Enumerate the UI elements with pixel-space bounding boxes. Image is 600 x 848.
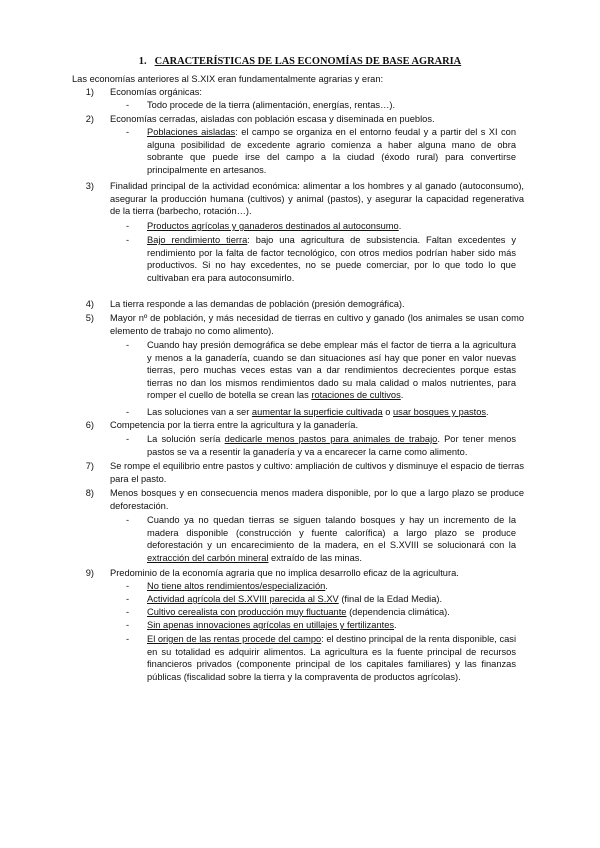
- underlined-phrase: extracción del carbón mineral: [147, 552, 269, 563]
- item-number: 8): [85, 488, 94, 498]
- sub-item-rest: .: [325, 581, 328, 591]
- sub-item-pre: Cuando hay presión demográfica se debe emplear más el factor de tierra a la agricultura y menos a la ganadería, cuando se dan situaciones así hay que poner en valor nuevas tierras, pero muchas veces estas van a dar rendimientos decrecientes porque estas tierras no dan los mismos rendimientos dado su mala calidad o malos nutrientes, para romper el cuello de botella se crean las: [147, 340, 516, 401]
- sub-item-text: [147, 339, 516, 402]
- item-text: Finalidad principal de la actividad económica: alimentar a los hombres y al ganado (autoconsumo), asegurar la producción humana (cultivos) y animal (pastos), y asegurar la capacidad regenerativa de la tierra (barbecho, rotación…).: [110, 181, 524, 217]
- dash-bullet: -: [126, 581, 130, 591]
- dash-bullet: -: [126, 221, 130, 231]
- item-text: La tierra responde a las demandas de población (presión demográfica).: [110, 299, 405, 309]
- sub-item-text: [147, 633, 516, 683]
- underlined-phrase: Sin apenas innovaciones agrícolas en utillajes y fertilizantes: [147, 620, 395, 630]
- item-number: 5): [85, 313, 94, 323]
- sub-item-rest: extraído de las minas.: [268, 552, 362, 563]
- sub-item-rest: (dependencia climática).: [346, 607, 450, 617]
- item-text: Competencia por la tierra entre la agricultura y la ganadería.: [110, 420, 359, 430]
- sub-item-text: [147, 220, 516, 233]
- sub-item-rest: : el destino principal de la renta disponible, casi en su totalidad es adquirir alimentos. La agricultura es la fuente principal de recursos financieros privados (componente principal de los capitales familiares) y las finanzas públicas (fiscalidad sobre la tierra y la compraventa de productos agrícolas).: [147, 634, 517, 682]
- item-text: Menos bosques y en consecuencia menos madera disponible, por lo que a largo plazo se produce deforestación.: [110, 488, 524, 511]
- sub-item-mid: o: [382, 407, 394, 417]
- dash-bullet: -: [126, 127, 130, 137]
- underlined-phrase: dedicarle menos pastos para animales de trabajo: [224, 434, 438, 444]
- dash-bullet: -: [126, 100, 130, 110]
- underlined-phrase: usar bosques y pastos: [393, 407, 487, 417]
- sub-item-pre: Las soluciones van a ser: [147, 407, 252, 417]
- sub-item-text: Todo procede de la tierra (alimentación, energías, rentas…).: [147, 100, 396, 110]
- dash-bullet: -: [126, 407, 130, 417]
- underlined-phrase: Poblaciones aisladas: [147, 127, 236, 137]
- underlined-phrase: aumentar la superficie cultivada: [251, 407, 383, 417]
- sub-item-rest: . Por tener menos pastos se va a resentir la ganadería y va a encarecer la carne como alimento.: [147, 434, 516, 457]
- sub-item-text: [147, 514, 516, 564]
- sub-item-text: [147, 619, 516, 632]
- sub-item-rest: .: [398, 221, 402, 231]
- dash-bullet: -: [126, 607, 130, 617]
- sub-item-text: [147, 406, 516, 419]
- sub-item-text: [147, 606, 516, 619]
- underlined-phrase: Cultivo cerealista con producción muy fluctuante: [147, 607, 347, 617]
- item-text: Predominio de la economía agraria que no implica desarrollo eficaz de la agricultura.: [110, 568, 459, 578]
- section-title-text: CARACTERÍSTICAS DE LAS ECONOMÍAS DE BASE AGRARIA: [154, 56, 462, 67]
- item-text: Economías orgánicas:: [110, 87, 202, 97]
- item-number: 6): [85, 420, 94, 430]
- sub-item-text: [147, 234, 516, 284]
- dash-bullet: -: [126, 620, 130, 630]
- dash-bullet: -: [126, 634, 130, 644]
- sub-item-pre: Cuando ya no quedan tierras se siguen talando bosques y hay un incremento de la madera disponible (construcción y fuente calorífica) a largo plazo se produce deforestación y un encarecimiento de la madera, en el S.XVIII se solucionará con la: [147, 515, 516, 551]
- item-number: 2): [85, 114, 94, 124]
- sub-item-rest: .: [486, 407, 489, 417]
- underlined-phrase: rotaciones de cultivos: [311, 390, 401, 401]
- underlined-phrase: El origen de las rentas procede del campo: [147, 634, 322, 644]
- dash-bullet: -: [126, 235, 130, 245]
- sub-item-rest: : el campo se organiza en el entorno feudal y a partir del s XI con alguna posibilidad de excedente agrario comienza a haber alguna mano de obra sobrante que puede irse del campo a la ciudad (éxodo rural) para convertirse principalmente en artesanos.: [147, 127, 516, 175]
- sub-item-rest: .: [400, 390, 404, 401]
- item-number: 1): [85, 87, 94, 97]
- underlined-phrase: Actividad agrícola del S.XVIII parecida al S.XV: [147, 594, 339, 604]
- sub-item-pre: La solución sería: [147, 434, 225, 444]
- intro-paragraph: Las economías anteriores al S.XIX eran fundamentalmente agrarias y eran:: [72, 74, 384, 84]
- sub-item-rest: : bajo una agricultura de subsistencia. Faltan excedentes y rendimiento por la falta de factor tecnológico, con otros medios podrían haber sido más productivos. Si no hay excedentes, no se puede comerciar, por lo que todo lo que cultivaban era para autoconsumirlo.: [147, 235, 516, 283]
- underlined-phrase: Bajo rendimiento tierra: [147, 235, 248, 245]
- item-text: Mayor nº de población, y más necesidad de tierras en cultivo y ganado (los animales se usan como elemento de trabajo no como alimento).: [110, 313, 524, 336]
- sub-item-text: [147, 126, 516, 176]
- sub-item-rest: .: [394, 620, 397, 630]
- sub-item-text: [147, 433, 516, 458]
- section-number: 1.: [138, 56, 147, 67]
- dash-bullet: -: [126, 515, 130, 525]
- item-text: Economías cerradas, aisladas con población escasa y diseminada en pueblos.: [110, 114, 435, 124]
- item-number: 7): [85, 461, 94, 471]
- item-number: 9): [85, 568, 94, 578]
- item-number: 3): [85, 181, 94, 191]
- section-title: [0, 55, 600, 69]
- item-number: 4): [85, 299, 94, 309]
- dash-bullet: -: [126, 594, 130, 604]
- underlined-phrase: No tiene altos rendimientos/especialización: [147, 581, 326, 591]
- underlined-phrase: Productos agrícolas y ganaderos destinados al autoconsumo: [147, 221, 399, 231]
- sub-item-text: [147, 580, 516, 593]
- sub-item-rest: (final de la Edad Media).: [338, 594, 443, 604]
- dash-bullet: -: [126, 340, 130, 350]
- item-text: Se rompe el equilibrio entre pastos y cultivo: ampliación de cultivos y disminuye el espacio de tierras para el pasto.: [110, 461, 524, 484]
- dash-bullet: -: [126, 434, 130, 444]
- sub-item-text: [147, 593, 516, 606]
